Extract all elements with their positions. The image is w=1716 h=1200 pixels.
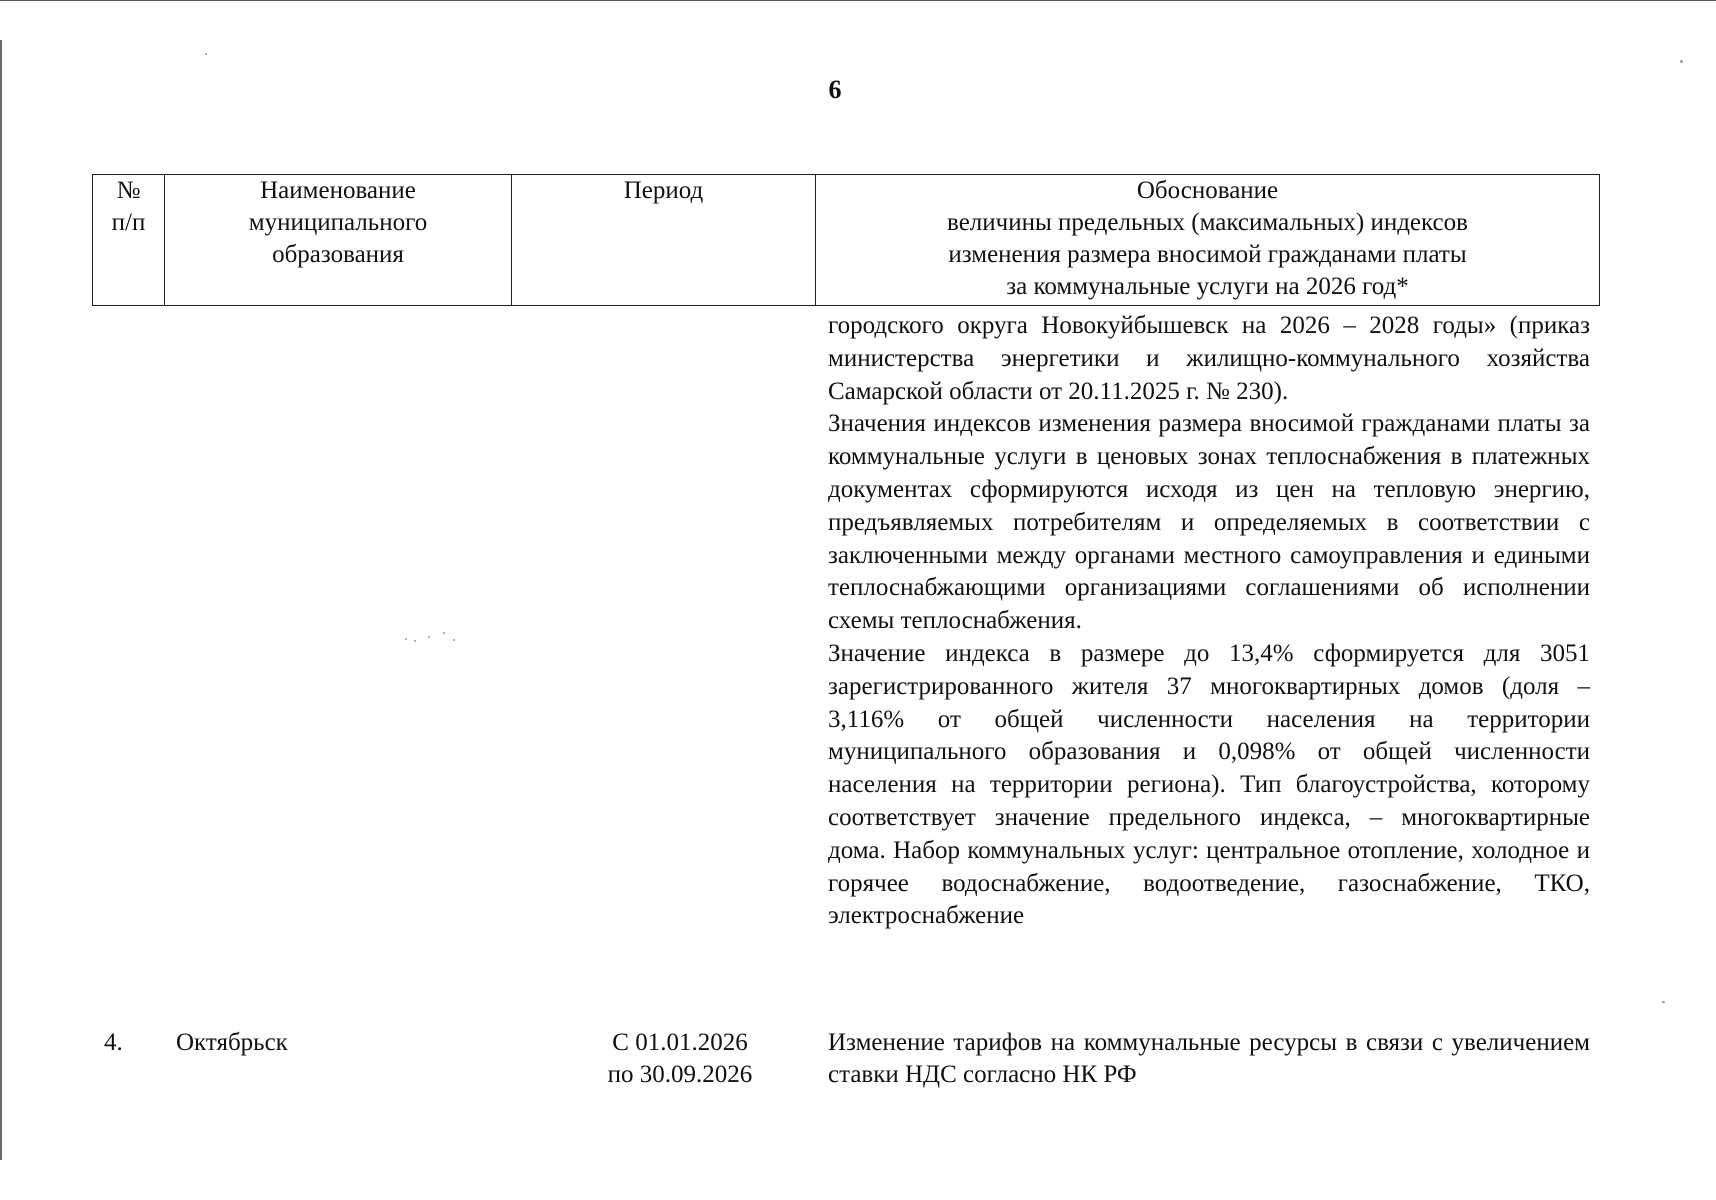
row-4-justification: Изменение тарифов на коммунальные ресурсы в связи с увеличением ставки НДС согласно НК РФ: [828, 1029, 1590, 1088]
scan-speck: [405, 638, 407, 640]
header-cell-justification: [816, 175, 1600, 306]
header-justification-line: изменения размера вносимой гражданами платы: [948, 241, 1467, 268]
scan-speck: [414, 640, 416, 642]
header-number-line: п/п: [111, 209, 146, 236]
header-municipality-line: образования: [272, 241, 404, 268]
continuation-paragraph: городского округа Новокуйбышевск на 2026 – 2028 годы» (приказ министерства энергетики и жилищно-коммунального хозяйства Самарской области от 20.11.2025 г. № 230).: [828, 312, 1590, 405]
row-4-period: [560, 1027, 800, 1091]
continuation-paragraph: Значения индексов изменения размера вносимой гражданами платы за коммунальные услуги в ценовых зонах теплоснабжения в платежных документах сформируются исходя из цен на тепловую энергию, предъявляемых потребителям и определяемых в соответствии с заключенными между органами местного самоуправления и едиными теплоснабжающими организациями соглашениями об исполнении схемы теплоснабжения.: [828, 410, 1590, 635]
continuation-paragraph: Значение индекса в размере до 13,4% сформируется для 3051 зарегистрированного жителя 37 многоквартирных домов (доля – 3,116% от общей численности населения на территории муниципального образования и 0,098% от общей численности населения на территории региона). Тип благоустройства, которому соответствует значение предельного индекса, – многоквартирные дома. Набор коммунальных услуг: центральное отопление, холодное и горячее водоснабжение, водоотведение, газоснабжение, ТКО, электроснабжение: [828, 639, 1590, 930]
row-4-period-from: С 01.01.2026: [612, 1029, 748, 1056]
scan-speck: [443, 632, 445, 634]
scan-edge-left: [0, 40, 2, 1160]
row-4-number: 4.: [104, 1029, 123, 1056]
header-cell-number: [93, 175, 165, 306]
header-period-line: Период: [623, 177, 704, 204]
scan-speck: [1662, 1001, 1665, 1003]
row-3-justification-continued: [828, 310, 1590, 933]
header-justification-line: величины предельных (максимальных) индексов: [947, 209, 1468, 236]
scan-speck: [205, 53, 207, 55]
page-number: 6: [828, 75, 842, 104]
scan-speck: [1680, 60, 1683, 63]
header-justification-line: за коммунальные услуги на 2026 год*: [1006, 273, 1409, 300]
row-4-period-to: по 30.09.2026: [607, 1061, 753, 1088]
header-cell-municipality: [165, 175, 512, 306]
scan-edge-top: [0, 0, 1716, 1]
scan-speck: [453, 639, 455, 641]
header-municipality-line: Наименование: [260, 177, 416, 204]
table-header-row: [93, 175, 1600, 306]
header-number-line: №: [116, 177, 141, 204]
table-header: [92, 174, 1600, 306]
header-municipality-line: муниципального: [248, 209, 428, 236]
header-cell-period: [512, 175, 816, 306]
header-justification-line: Обоснование: [1136, 177, 1279, 204]
scan-speck: [428, 636, 430, 638]
row-4-municipality: Октябрьск: [176, 1029, 288, 1056]
